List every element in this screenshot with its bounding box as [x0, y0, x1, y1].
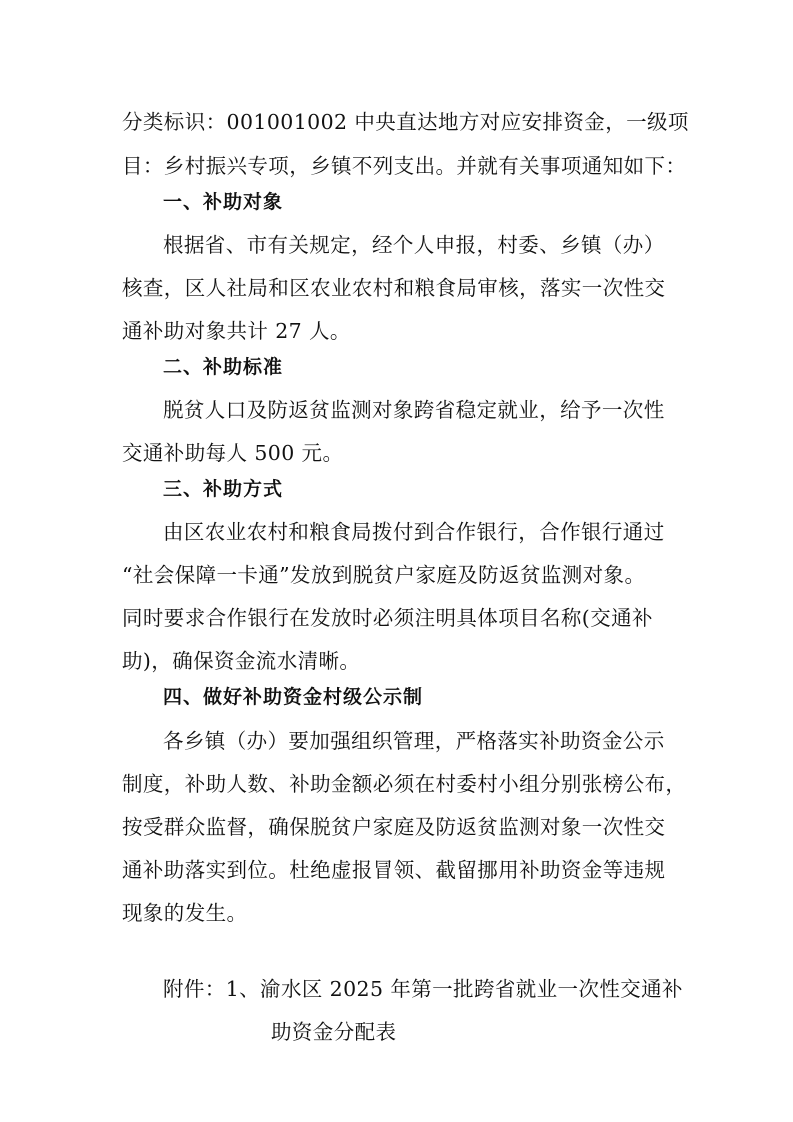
- section-1-line-2: 核查，区人社局和区农业农村和粮食局审核，落实一次性交: [122, 276, 666, 300]
- intro-line-1: 分类标识：001001002 中央直达地方对应安排资金，一级项: [122, 110, 689, 134]
- intro-line-2: 目：乡村振兴专项，乡镇不列支出。并就有关事项通知如下：: [122, 154, 687, 178]
- section-2-line-2: 交通补助每人 500 元。: [122, 441, 344, 465]
- section-3-line-2: “社会保障一卡通”发放到脱贫户家庭及防返贫监测对象。: [122, 563, 646, 587]
- section-4-heading: 四、做好补助资金村级公示制: [163, 686, 424, 708]
- section-1-line-3: 通补助对象共计 27 人。: [122, 319, 351, 343]
- section-1-heading: 一、补助对象: [163, 191, 284, 213]
- section-4-line-1: 各乡镇（办）要加强组织管理，严格落实补助资金公示: [163, 729, 665, 753]
- section-4-line-5: 现象的发生。: [122, 901, 248, 925]
- section-3-line-4: 助)，确保资金流水清晰。: [122, 649, 361, 673]
- section-4-line-2: 制度，补助人数、补助金额必须在村委村小组分别张榜公布，: [122, 772, 687, 796]
- section-2-heading: 二、补助标准: [163, 356, 284, 378]
- section-3-heading: 三、补助方式: [163, 478, 284, 500]
- section-3-line-3: 同时要求合作银行在发放时必须注明具体项目名称(交通补: [122, 606, 653, 630]
- attachment-line-1: 附件：1、渝水区 2025 年第一批跨省就业一次性交通补: [163, 977, 683, 1001]
- section-4-line-3: 按受群众监督，确保脱贫户家庭及防返贫监测对象一次性交: [122, 815, 666, 839]
- section-4-line-4: 通补助落实到位。杜绝虚报冒领、截留挪用补助资金等违规: [122, 858, 666, 882]
- attachment-line-2: 助资金分配表: [271, 1020, 397, 1044]
- section-2-line-1: 脱贫人口及防返贫监测对象跨省稳定就业，给予一次性: [163, 398, 665, 422]
- section-3-line-1: 由区农业农村和粮食局拨付到合作银行，合作银行通过: [163, 520, 665, 544]
- section-1-line-1: 根据省、市有关规定，经个人申报，村委、乡镇（办）: [163, 233, 665, 257]
